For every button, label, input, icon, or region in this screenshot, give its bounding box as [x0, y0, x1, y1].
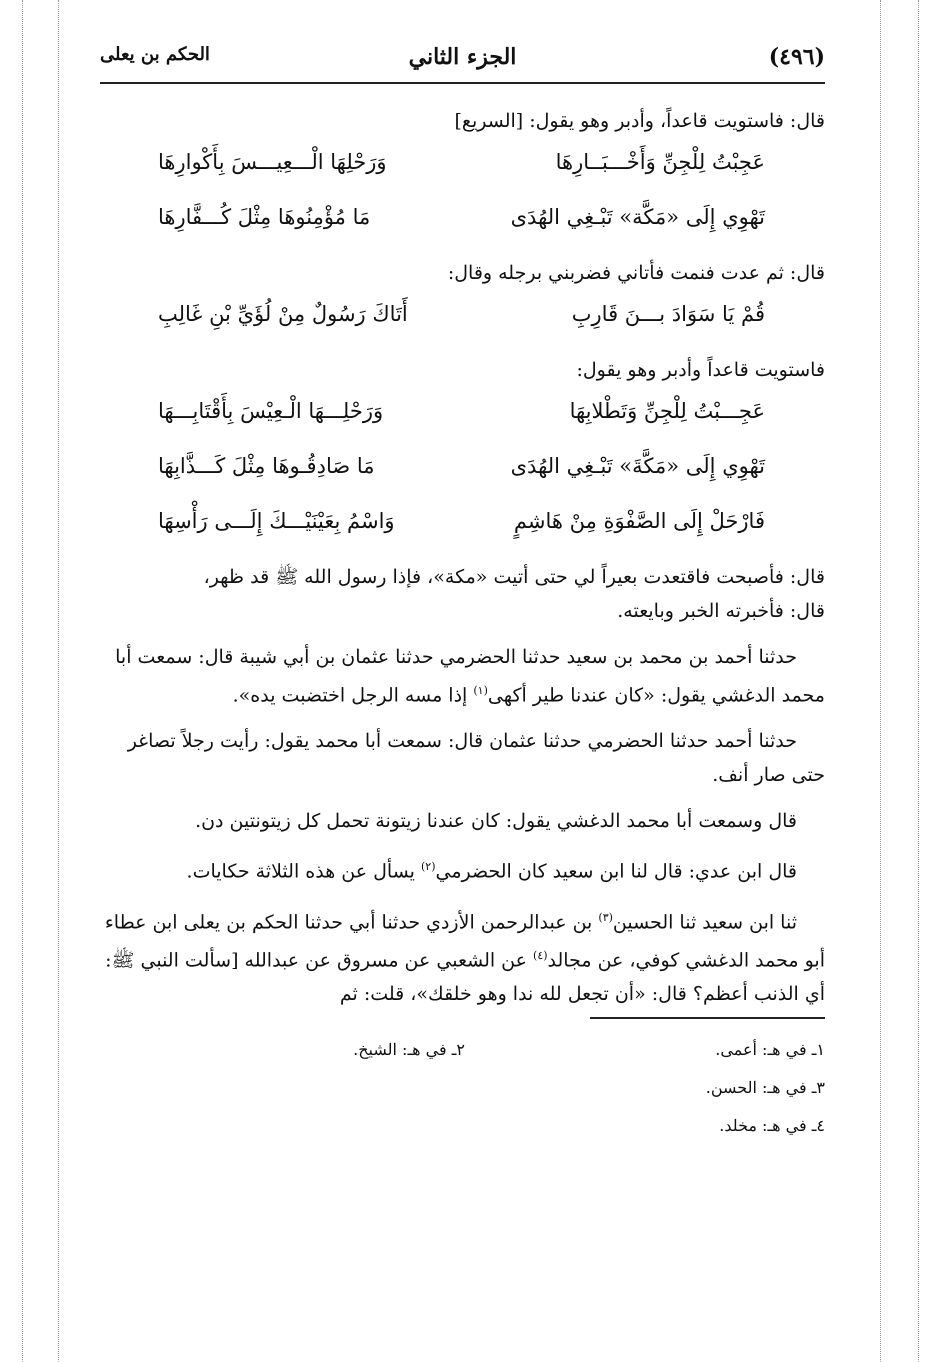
- footnote-row: [100, 1031, 825, 1069]
- verse-second-hemistich: أَتَاكَ رَسُولٌ مِنْ لُؤَيِّ بْنِ غَالِبِ: [158, 302, 408, 326]
- paragraph-bird: [100, 640, 825, 712]
- poem-1: [100, 146, 825, 234]
- hadith-block-4: [100, 850, 825, 888]
- footnote-4: ٤ـ في هـ: مخلد.: [719, 1116, 825, 1136]
- verse-first-hemistich: تَهْوِي إِلَى «مَكَّة» تَبْـغِي الهُدَى: [510, 205, 765, 229]
- book-page: [100, 40, 825, 1145]
- footnote-ref: (٤): [533, 948, 548, 962]
- verse-first-hemistich: تَهْوِي إِلَى «مَكَّةَ» تَبْـغِي الهُدَى: [510, 454, 765, 478]
- hadith-block-5: [100, 901, 825, 1012]
- footnote-2: ٢ـ في هـ: الشيخ.: [353, 1040, 465, 1060]
- verse-first-hemistich: عَجِـــبْتُ لِلْجِنِّ وَتَطْلابِهَا: [569, 399, 765, 423]
- margin-dots-right-outer: [918, 0, 919, 1362]
- paragraph-chain: [100, 901, 825, 1012]
- paragraph-man: حدثنا أحمد حدثنا الحضرمي حدثنا عثمان قال: سمعت أبا محمد يقول: رأيت رجلاً تصاغر حتى صار أنف.: [127, 730, 825, 787]
- paragraph-olive: قال وسمعت أبا محمد الدغشي يقول: كان عندنا زيتونة تحمل كل زيتونتين دن.: [195, 810, 797, 833]
- text-segment: حدثنا أحمد بن محمد بن سعيد حدثنا الحضرمي حدثنا عثمان بن أبي شيبة قال: سمعت أبا محمد الدغشي يقول: «كان عندنا طير أكهى: [115, 646, 825, 707]
- paragraph-ibn-adi: [100, 850, 825, 888]
- verse-second-hemistich: وَرَحْلِهَا الْـــعِيـــسَ بِأَكْوارِهَا: [158, 150, 387, 174]
- footnote-ref: (٣): [598, 910, 613, 924]
- verse-second-hemistich: وَاسْمُ بِعَيْنَيْـــكَ إِلَـــى رَأْسِهَا: [158, 509, 395, 533]
- poem-intro-1: قال: فاستويت قاعداً، وأدبر وهو يقول: [السريع]: [454, 110, 825, 132]
- poem-intro-3: فاستويت قاعداً وأدبر وهو يقول:: [576, 359, 825, 381]
- footnote-ref: (١): [473, 684, 488, 697]
- verse-line: [100, 395, 825, 428]
- text-segment: ثنا ابن سعيد ثنا الحسين: [612, 910, 797, 933]
- footnote-row: [100, 1107, 825, 1145]
- text-segment: يسأل عن هذه الثلاثة حكايات.: [186, 860, 421, 883]
- verse-line: [100, 146, 825, 179]
- poem-2: [100, 298, 825, 331]
- hadith-block-2: [100, 724, 825, 792]
- entry-name: الحكم بن يعلى: [100, 44, 210, 65]
- verse-second-hemistich: مَا صَادِقُـوهَا مِثْلَ كَـــذَّابِهَا: [158, 454, 375, 478]
- hadith-block-1: [100, 640, 825, 712]
- margin-dots-left-inner: [58, 0, 59, 1362]
- footnote-ref: (٢): [420, 860, 436, 874]
- verse-first-hemistich: فَارْحَلْ إِلَى الصَّفْوَةِ مِنْ هَاشِمٍ: [513, 509, 765, 533]
- footnote-separator: [590, 1017, 825, 1019]
- verse-first-hemistich: عَجِبْتُ لِلْجِنِّ وَأَخْـــبَــارِهَا: [555, 150, 765, 174]
- margin-dots-left: [22, 0, 23, 1362]
- verse-line: [100, 450, 825, 483]
- footnote-1: ١ـ في هـ: أعمى.: [715, 1040, 825, 1060]
- footnotes: [100, 1031, 825, 1145]
- text-segment: عن الشعبي عن مسروق عن عبدالله [سألت النبي ﷺ: أي الذنب أعظم؟ قال: «أن تجعل لله ندا وهو خلقك»، قلت: ثم: [105, 949, 825, 1006]
- verse-line: [100, 298, 825, 331]
- volume-title: الجزء الثاني: [408, 44, 517, 70]
- text-segment: إذا مسه الرجل اختضبت يده».: [232, 684, 474, 707]
- text-segment: بن عبدالرحمن الأزدي حدثنا أبي حدثنا الحكم بن يعلى ابن عطاء أبو محمد الدغشي كوفي، عن مجالد: [104, 910, 825, 972]
- footnote-row: [100, 1069, 825, 1107]
- verse-line: [100, 505, 825, 538]
- verse-second-hemistich: وَرَحْلِـــهَا الْـعِيْسَ بِأَقْتَابِـــهَا: [158, 399, 384, 423]
- page-header: [100, 40, 825, 84]
- poem-intro-2: قال: ثم عدت فنمت فأتاني فضربني برجله وقال:: [447, 262, 825, 284]
- footnote-3: ٣ـ في هـ: الحسن.: [705, 1078, 825, 1098]
- poem-3: [100, 395, 825, 538]
- hadith-block-3: [100, 804, 825, 838]
- verse-line: [100, 201, 825, 234]
- text-segment: قال ابن عدي: قال لنا ابن سعيد كان الحضرمي: [435, 860, 797, 883]
- margin-dots-right: [880, 0, 881, 1362]
- paragraph-allegiance: قال: فأخبرته الخبر وبايعته.: [617, 600, 825, 622]
- page-number: (٤٩٦): [768, 44, 825, 70]
- verse-first-hemistich: قُمْ يَا سَوَادَ بـــنَ قَارِبِ: [571, 302, 765, 326]
- paragraph-arrival: قال: فأصبحت فاقتعدت بعيراً لي حتى أتيت «مكة»، فإذا رسول الله ﷺ قد ظهر،: [203, 566, 825, 588]
- verse-second-hemistich: مَا مُؤْمِنُوهَا مِثْلَ كُـــفَّارِهَا: [158, 205, 371, 229]
